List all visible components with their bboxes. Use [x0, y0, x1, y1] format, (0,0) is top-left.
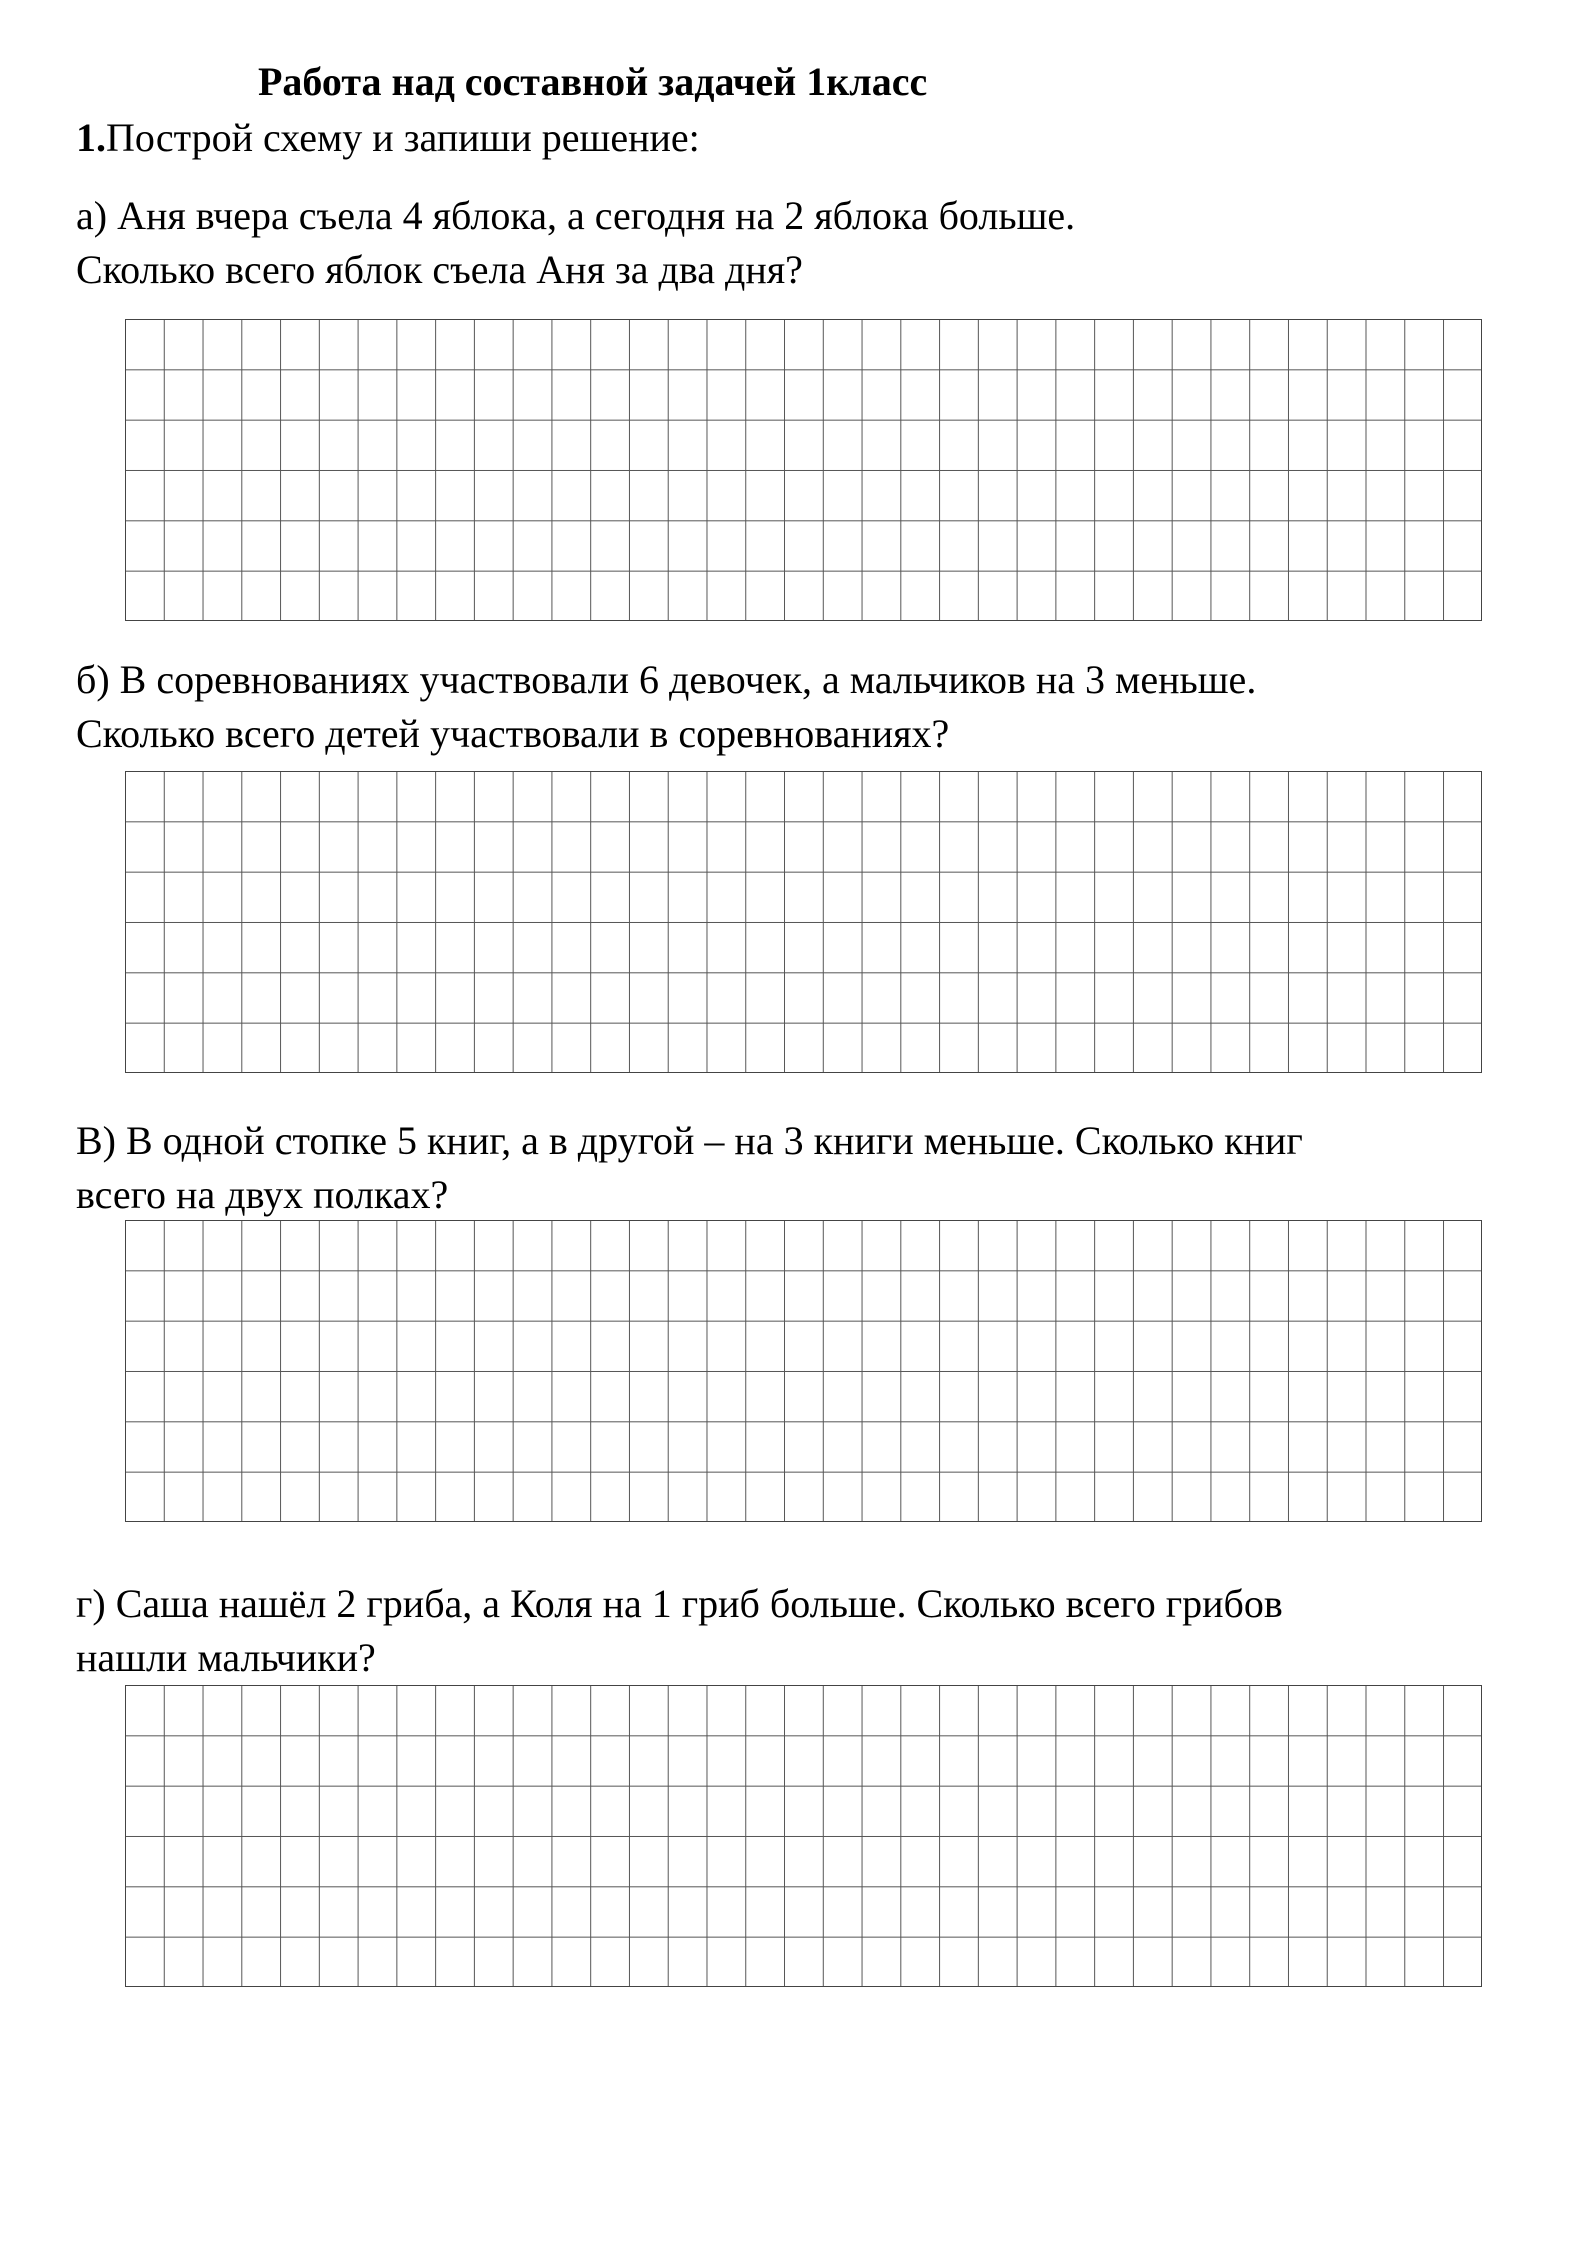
- task-g: [76, 1577, 1283, 1685]
- task-v-line-1: В) В одной стопке 5 книг, а в другой – на 3 книги меньше. Сколько книг: [76, 1118, 1303, 1163]
- task-b-answer-grid[interactable]: [125, 771, 1482, 1073]
- task-a: [76, 189, 1075, 297]
- task-b-line-2: Сколько всего детей участвовали в соревнованиях?: [76, 711, 950, 756]
- task-g-line-2: нашли мальчики?: [76, 1635, 376, 1680]
- task-g-answer-grid[interactable]: [125, 1685, 1482, 1987]
- task-g-line-1: г) Саша нашёл 2 гриба, а Коля на 1 гриб больше. Сколько всего грибов: [76, 1581, 1283, 1626]
- instruction-number: 1.: [76, 115, 106, 160]
- task-v-answer-grid[interactable]: [125, 1220, 1482, 1522]
- instruction-text: Построй схему и запиши решение:: [106, 115, 700, 160]
- worksheet-title: Работа над составной задачей 1класс: [258, 59, 928, 104]
- instruction: [76, 108, 700, 168]
- task-a-answer-grid[interactable]: [125, 319, 1482, 621]
- task-b-line-1: б) В соревнованиях участвовали 6 девочек, а мальчиков на 3 меньше.: [76, 657, 1257, 702]
- task-a-line-1: а) Аня вчера съела 4 яблока, а сегодня на 2 яблока больше.: [76, 193, 1076, 238]
- task-v-line-2: всего на двух полках?: [76, 1172, 449, 1217]
- task-b: [76, 653, 1256, 761]
- task-v: [76, 1114, 1303, 1222]
- task-a-line-2: Сколько всего яблок съела Аня за два дня?: [76, 247, 803, 292]
